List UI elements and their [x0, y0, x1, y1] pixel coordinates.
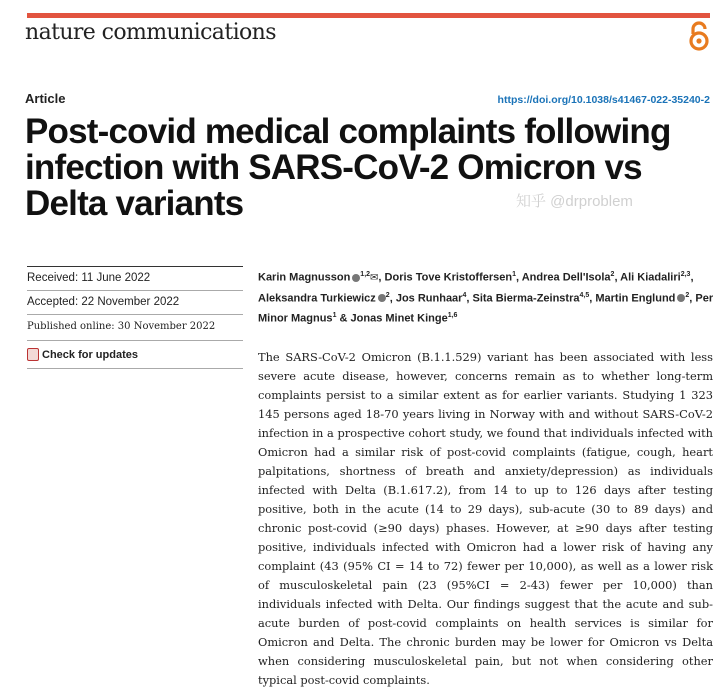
author-affiliation: 4	[462, 291, 467, 299]
author-name[interactable]: Karin Magnusson	[258, 271, 351, 284]
accepted-date: Accepted: 22 November 2022	[27, 296, 180, 308]
check-updates-label: Check for updates	[42, 348, 138, 361]
article-type: Article	[25, 91, 66, 106]
author-affiliation: 1	[512, 271, 517, 278]
divider	[27, 314, 243, 315]
published-date: Published online: 30 November 2022	[27, 321, 216, 332]
journal-name[interactable]: nature communications	[25, 20, 276, 45]
author-affiliation: 1,6	[447, 312, 458, 320]
watermark: 知乎 @drproblem	[516, 193, 633, 210]
abstract: The SARS-CoV-2 Omicron (B.1.1.529) variant has been associated with less severe acute disease, however, concerns remain as to whether long-term complaints persist to a similar extent as for earlier variants. Studying 1 323 145 persons aged 18-70 years living in Norway with and without SARS-CoV-2 infection in a prospective cohort study, we found that individuals infected with Omicron had a similar risk of post-covid complaints (fatigue, cough, heart palpitations, shortness of breath and anxiety/depression) as individuals infected with Delta (B.1.617.2), from 14 to up to 126 days after testing positive, both in the acute (14 to 29 days), sub-acute (30 to 89 days) and chronic post-covid (≥90 days) phases. However, at ≥90 days after testing positive, individuals infected with Omicron had a lower risk of having any complaint (43 (95% CI = 14 to 72) fewer per 10,000), as well as a lower risk of musculoskeletal pain (23 (95%CI = 2-43) fewer per 10,000) than individuals infected with Delta. Our findings suggest that the acute and sub-acute burden of post-covid complaints on health services is similar for Omicron and Delta. The chronic burden may be lower for Omicron vs Delta when considering musculoskeletal pain, but not when considering other typical post-covid complaints.	[258, 350, 713, 687]
divider	[27, 266, 243, 267]
author-affiliation: 1,2	[360, 271, 371, 278]
author-name[interactable]: Martin Englund	[595, 292, 676, 305]
check-for-updates-button[interactable]	[27, 348, 138, 361]
author-affiliation: 2	[685, 291, 690, 299]
author-name[interactable]: Ali Kiadaliri	[620, 271, 681, 284]
author-name[interactable]: Aleksandra Turkiewicz	[258, 292, 376, 305]
received-date: Received: 11 June 2022	[27, 272, 151, 284]
author-affiliation: 2	[385, 291, 390, 299]
author-affiliation: 2,3	[680, 271, 691, 278]
article-title: Post-covid medical complaints following infection with SARS-CoV-2 Omicron vs Delta variants	[25, 112, 671, 223]
author-name[interactable]: Doris Tove Kristoffersen	[384, 271, 513, 284]
doi-link[interactable]: https://doi.org/10.1038/s41467-022-35240-2	[497, 94, 710, 106]
divider	[27, 340, 243, 341]
check-updates-icon	[27, 348, 39, 361]
author-name[interactable]: Jonas Minet Kinge	[350, 312, 448, 325]
author-affiliation: 2	[610, 271, 615, 278]
author-list: Karin Magnusson $^{1,2}$✉, Doris Tove Kristoffersen$^1$, Andrea Dell'Isola$^2$, Ali Kiadaliri$^{2,3}$, Aleksandra Turkiewicz $^2$, Jos Runhaar$^4$, Sita Bierma-Zeinstra$^{4,5}$, Martin Englund $^2$, Per Minor Magnus$^1$ & Jonas Minet Kinge$^{1,6}$	[258, 271, 714, 325]
email-icon[interactable]: ✉	[370, 272, 379, 284]
orcid-icon[interactable]	[378, 294, 386, 302]
open-access-lock-icon	[686, 20, 712, 52]
divider	[27, 368, 243, 369]
author-name[interactable]: Sita Bierma-Zeinstra	[472, 292, 580, 305]
author-affiliation: 4,5	[579, 291, 590, 299]
author-name[interactable]: Andrea Dell'Isola	[521, 271, 611, 284]
author-name[interactable]: Per Minor Magnus	[258, 292, 714, 325]
author-name[interactable]: Jos Runhaar	[395, 292, 463, 305]
divider	[27, 290, 243, 291]
header-accent-bar	[27, 13, 710, 18]
author-affiliation: 1	[332, 312, 337, 320]
